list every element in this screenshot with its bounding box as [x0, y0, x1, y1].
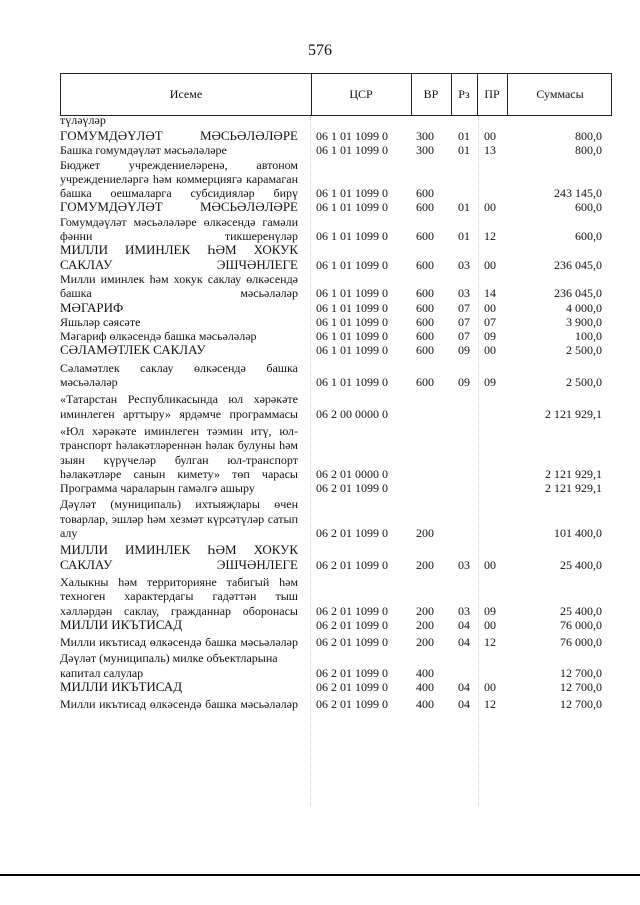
row-sum: 2 121 929,1 — [545, 406, 602, 421]
row-rz: 01 — [458, 229, 470, 244]
row-name: МИЛЛИ ИМИНЛЕК ҺӘМ ХОКУК САКЛАУ ЭШЧӘНЛЕГЕ — [60, 542, 298, 572]
row-csr: 06 1 01 1099 0 — [316, 314, 388, 329]
table-row — [60, 543, 620, 572]
row-vr: 600 — [416, 257, 434, 272]
row-csr: 06 1 01 1099 0 — [316, 375, 388, 390]
row-vr: 200 — [416, 557, 434, 572]
row-pr: 13 — [484, 143, 496, 158]
table-row — [60, 315, 620, 329]
row-rz: 03 — [458, 557, 470, 572]
row-sum: 2 121 929,1 — [545, 466, 602, 481]
row-pr: 00 — [484, 200, 496, 215]
table-row — [60, 635, 620, 649]
row-name: Халыкны һәм территорияне табигый һәм техноген характердагы гадәттән тыш хәлләрдән саклау, гражданнар оборонасы — [60, 574, 298, 618]
row-pr: 00 — [484, 679, 496, 694]
row-name: Милли икътисад өлкәсендә башка мәсьәләләр — [60, 635, 298, 650]
row-sum: 600,0 — [575, 200, 602, 215]
row-rz: 09 — [458, 343, 470, 358]
row-csr: 06 1 01 1099 0 — [316, 229, 388, 244]
page-bottom-border — [0, 874, 640, 876]
row-pr: 00 — [484, 343, 496, 358]
row-csr: 06 1 01 1099 0 — [316, 186, 388, 201]
row-rz: 07 — [458, 314, 470, 329]
row-sum: 236 045,0 — [554, 257, 602, 272]
row-vr: 600 — [416, 229, 434, 244]
row-vr: 600 — [416, 300, 434, 315]
row-csr: 06 1 01 1099 0 — [316, 200, 388, 215]
row-vr: 300 — [416, 143, 434, 158]
table-row — [60, 651, 620, 680]
row-csr: 06 2 01 0000 0 — [316, 466, 388, 481]
row-name: Гомумдәүләт мәсьәләләре өлкәсендә гамәли фәнни тикшеренүләр — [60, 214, 298, 244]
row-sum: 101 400,0 — [554, 526, 602, 541]
row-csr: 06 2 01 1099 0 — [316, 603, 388, 618]
row-rz: 04 — [458, 697, 470, 712]
row-vr: 400 — [416, 665, 434, 680]
row-csr: 06 2 01 1099 0 — [316, 617, 388, 632]
row-vr: 200 — [416, 526, 434, 541]
header-pr: ПР — [484, 87, 500, 101]
row-name: МИЛЛИ ИМИНЛЕК ҺӘМ ХОКУК САКЛАУ ЭШЧӘНЛЕГЕ — [60, 242, 298, 272]
row-sum: 12 700,0 — [560, 679, 602, 694]
table-row — [60, 497, 620, 540]
row-vr: 600 — [416, 186, 434, 201]
table-row — [60, 697, 620, 711]
row-pr: 00 — [484, 300, 496, 315]
header-sum: Суммасы — [536, 87, 584, 101]
row-sum: 2 121 929,1 — [545, 481, 602, 496]
row-sum: 25 400,0 — [560, 603, 602, 618]
row-name: МИЛЛИ ИКЪТИСАД — [60, 678, 183, 694]
row-csr: 06 2 01 1099 0 — [316, 697, 388, 712]
row-sum: 600,0 — [575, 229, 602, 244]
row-name: МӘГАРИФ — [60, 299, 124, 315]
row-pr: 00 — [484, 617, 496, 632]
table-row — [60, 424, 620, 481]
row-sum: 25 400,0 — [560, 557, 602, 572]
row-pr: 00 — [484, 557, 496, 572]
row-sum: 3 900,0 — [566, 314, 602, 329]
row-csr: 06 2 01 1099 0 — [316, 679, 388, 694]
row-csr: 06 1 01 1099 0 — [316, 300, 388, 315]
row-sum: 800,0 — [575, 129, 602, 143]
row-name: «Татарстан Республикасында юл хәрәкәте иминлеген арттыру» ярдәмче программасы — [60, 392, 298, 421]
row-name: ГОМУМДӘҮЛӘТ МӘСЬӘЛӘЛӘРЕ — [60, 128, 298, 143]
table-row — [60, 215, 620, 244]
row-name: СӘЛАМӘТЛЕК САКЛАУ — [60, 342, 206, 358]
row-pr: 09 — [484, 603, 496, 618]
table-row — [60, 158, 620, 201]
row-rz: 03 — [458, 603, 470, 618]
row-name: Сәламәтлек саклау өлкәсендә башка мәсьәләләр — [60, 360, 298, 390]
row-vr: 600 — [416, 329, 434, 344]
row-csr: 06 2 01 1099 0 — [316, 526, 388, 541]
row-name: Дәүләт (муниципаль) милке объектларына капитал салулар — [60, 651, 278, 680]
row-vr: 600 — [416, 286, 434, 301]
row-vr: 300 — [416, 129, 434, 143]
row-rz: 04 — [458, 617, 470, 632]
table-row — [60, 143, 620, 157]
row-rz: 07 — [458, 300, 470, 315]
row-pr: 12 — [484, 635, 496, 650]
table-row — [60, 680, 620, 694]
row-pr: 00 — [484, 129, 496, 143]
row-rz: 01 — [458, 143, 470, 158]
row-rz: 01 — [458, 200, 470, 215]
table-row — [60, 329, 620, 343]
row-rz: 03 — [458, 257, 470, 272]
row-name: түләүләр — [60, 113, 106, 127]
table-row — [60, 301, 620, 315]
table-body — [60, 113, 620, 712]
row-pr: 09 — [484, 375, 496, 390]
row-name: ГОМУМДӘҮЛӘТ МӘСЬӘЛӘЛӘРЕ — [60, 199, 298, 215]
row-csr: 06 2 01 1099 0 — [316, 557, 388, 572]
row-name: Яшьләр сәясәте — [60, 314, 141, 329]
table-row — [60, 361, 620, 390]
row-sum: 4 000,0 — [566, 300, 602, 315]
row-vr: 600 — [416, 200, 434, 215]
table-row — [60, 343, 620, 357]
row-rz: 09 — [458, 375, 470, 390]
header-name: Исеме — [169, 87, 203, 101]
row-csr: 06 2 01 1099 0 — [316, 665, 388, 680]
row-name: «Юл хәрәкәте иминлеген тәэмин итү, юл-транспорт һәлакәтләреннән һәлак булуны һәм зыян күрүчеләр булган юл-транспорт һәлакәтләре санын кимету» төп чарасы — [60, 423, 298, 481]
header-rz: Рз — [458, 87, 470, 101]
row-vr: 200 — [416, 617, 434, 632]
row-vr: 400 — [416, 679, 434, 694]
row-csr: 06 1 01 1099 0 — [316, 129, 388, 143]
row-name: Милли иминлек һәм хокук саклау өлкәсендә башка мәсьәләләр — [60, 271, 298, 301]
row-vr: 600 — [416, 375, 434, 390]
row-csr: 06 2 00 0000 0 — [316, 406, 388, 421]
table-header — [60, 73, 612, 116]
row-name: Бюджет учреждениеләренә, автоном учреждениеләргә һәм коммерциягә карамаган башка оешмаларга субсидияләр бирү — [60, 157, 298, 201]
row-vr: 400 — [416, 697, 434, 712]
row-pr: 14 — [484, 286, 496, 301]
row-vr: 600 — [416, 343, 434, 358]
row-sum: 800,0 — [575, 143, 602, 158]
row-sum: 12 700,0 — [560, 665, 602, 680]
row-name: Милли икътисад өлкәсендә башка мәсьәләләр — [60, 697, 298, 712]
row-rz: 07 — [458, 329, 470, 344]
row-name: МИЛЛИ ИКЪТИСАД — [60, 616, 183, 632]
row-sum: 236 045,0 — [554, 286, 602, 301]
table-row — [60, 392, 620, 421]
table-row — [60, 113, 620, 128]
table-row — [60, 575, 620, 618]
row-pr: 07 — [484, 314, 496, 329]
row-csr: 06 1 01 1099 0 — [316, 286, 388, 301]
row-pr: 12 — [484, 697, 496, 712]
row-rz: 04 — [458, 679, 470, 694]
row-name: Башка гомумдәүләт мәсьәләләре — [60, 143, 227, 158]
header-csr: ЦСР — [349, 87, 373, 101]
row-csr: 06 2 01 1099 0 — [316, 635, 388, 650]
page-number: 576 — [308, 42, 332, 59]
row-csr: 06 2 01 1099 0 — [316, 481, 388, 496]
row-rz: 04 — [458, 635, 470, 650]
table-row — [60, 243, 620, 272]
row-pr: 00 — [484, 257, 496, 272]
row-name: Дәүләт (муниципаль) ихтыяҗлары өчен товарлар, эшләр һәм хезмәт күрсәтүләр сатып алу — [60, 497, 298, 541]
row-vr: 200 — [416, 635, 434, 650]
row-sum: 100,0 — [575, 329, 602, 344]
row-sum: 2 500,0 — [566, 343, 602, 358]
row-sum: 76 000,0 — [560, 617, 602, 632]
row-csr: 06 1 01 1099 0 — [316, 257, 388, 272]
row-csr: 06 1 01 1099 0 — [316, 143, 388, 158]
table-row — [60, 618, 620, 632]
row-csr: 06 1 01 1099 0 — [316, 329, 388, 344]
row-vr: 200 — [416, 603, 434, 618]
table-row — [60, 272, 620, 301]
row-sum: 2 500,0 — [566, 375, 602, 390]
row-vr: 600 — [416, 314, 434, 329]
row-pr: 12 — [484, 229, 496, 244]
header-vr: ВР — [423, 87, 439, 101]
table-row — [60, 481, 620, 495]
row-sum: 76 000,0 — [560, 635, 602, 650]
row-rz: 03 — [458, 286, 470, 301]
row-name: Программа чараларын гамәлгә ашыру — [60, 481, 255, 496]
row-rz: 01 — [458, 129, 470, 143]
row-pr: 09 — [484, 329, 496, 344]
table-row — [60, 129, 620, 143]
row-sum: 12 700,0 — [560, 697, 602, 712]
table-row — [60, 200, 620, 214]
row-name: Мәгариф өлкәсендә башка мәсьәләләр — [60, 329, 257, 344]
row-sum: 243 145,0 — [554, 186, 602, 201]
row-csr: 06 1 01 1099 0 — [316, 343, 388, 358]
